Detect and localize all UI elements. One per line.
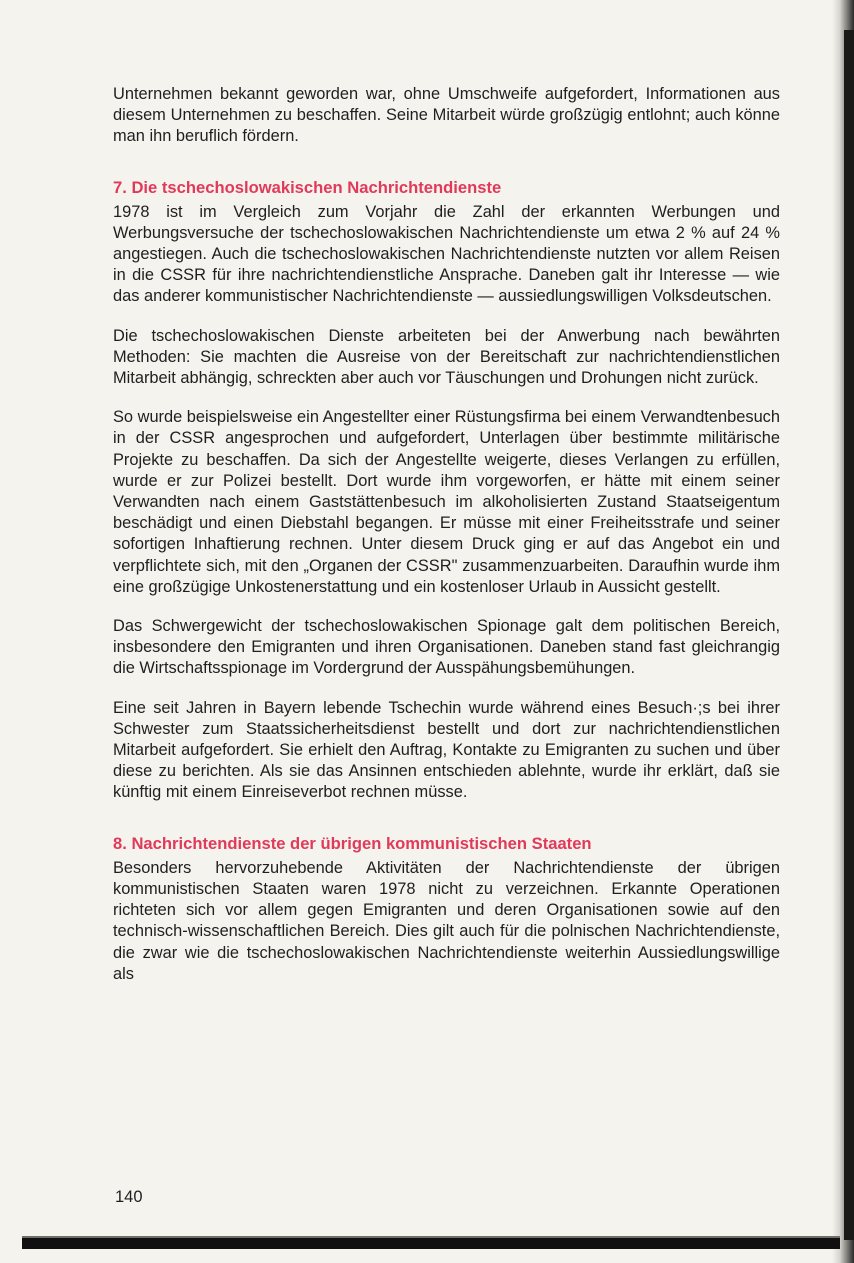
- page-body: [113, 84, 780, 1003]
- section-7-paragraph-1: 1978 ist im Vergleich zum Vorjahr die Zahl der erkannten Werbungen und Werbungsversuche der tschechoslowakischen Nachrichtendienste um etwa 2 % auf 24 % angestiegen. Auch die tschechoslowakischen Nachrichtendienste nutzten vor allem Reisen in die CSSR für ihre nachrichtendienstliche Ansprache. Daneben galt ihr Interesse — wie das anderer kommunistischer Nachrichtendienste — aussiedlungswilligen Volksdeutschen.: [113, 202, 780, 306]
- section-7-paragraph-5: Eine seit Jahren in Bayern lebende Tschechin wurde während eines Besuch·;s bei ihrer Schwester zum Staatssicherheitsdienst bestellt und dort zur nachrichtendienstlichen Mitarbeit aufgefordert. Sie erhielt den Auftrag, Kontakte zu Emigranten zu suchen und über diese zu berichten. Als sie das Ansinnen entschieden ablehnte, wurde ihr erklärt, daß sie künftig mit einem Einreiseverbot rechnen müsse.: [113, 698, 780, 802]
- page-bottom-edge: [22, 1238, 840, 1249]
- section-7-paragraph-2: Die tschechoslowakischen Dienste arbeiteten bei der Anwerbung nach bewährten Methoden: Sie machten die Ausreise von der Bereitschaft zur nachrichtendienstlichen Mitarbeit abhängig, schreckten aber auch vor Täuschungen und Drohungen nicht zurück.: [113, 326, 780, 388]
- section-8-paragraph-1: Besonders hervorzuhebende Aktivitäten der Nachrichtendienste der übrigen kommunistischen Staaten waren 1978 nicht zu verzeichnen. Erkannte Operationen richteten sich vor allem gegen Emigranten und deren Organisationen sowie auf den technisch-wissenschaftlichen Bereich. Dies gilt auch für die polnischen Nachrichtendienste, die zwar wie die tschechoslowakischen Nachrichtendienste weiterhin Aussiedlungswillige als: [113, 858, 780, 983]
- page-number: 140: [115, 1188, 143, 1206]
- section-7-heading: 7. Die tschechoslowakischen Nachrichtendienste: [113, 177, 502, 197]
- intro-paragraph: Unternehmen bekannt geworden war, ohne Umschweife aufgefordert, Informationen aus diesem Unternehmen zu beschaffen. Seine Mitarbeit würde großzügig entlohnt; auch könne man ihn beruflich fördern.: [113, 85, 780, 146]
- section-7-paragraph-4: Das Schwergewicht der tschechoslowakischen Spionage galt dem politischen Bereich, insbesondere den Emigranten und ihren Organisationen. Daneben stand fast gleichrangig die Wirtschaftsspionage im Vordergrund der Ausspähungsbemühungen.: [113, 617, 780, 678]
- section-7-paragraph-3: So wurde beispielsweise ein Angestellter einer Rüstungsfirma bei einem Verwandtenbesuch in der CSSR angesprochen und aufgefordert, Unterlagen über bestimmte militärische Projekte zu beschaffen. Da sich der Angestellte weigerte, dieses Verlangen zu erfüllen, wurde er zur Polizei bestellt. Dort wurde ihm vorgeworfen, er hätte mit einem seiner Verwandten nach einem Gaststättenbesuch im alkoholisierten Zustand Staatseigentum beschädigt und einen Diebstahl begangen. Er müsse mit einer Freiheitsstrafe und seiner sofortigen Inhaftierung rechnen. Unter diesem Druck ging er auf das Angebot ein und verpflichtete sich, mit den „Organen der CSSR" zusammenzuarbeiten. Daraufhin wurde ihm eine großzügige Unkostenerstattung und ein kostenloser Urlaub in Aussicht gestellt.: [113, 408, 780, 596]
- section-8-heading: 8. Nachrichtendienste der übrigen kommunistischen Staaten: [113, 833, 592, 853]
- book-spine-edge: [844, 30, 854, 1240]
